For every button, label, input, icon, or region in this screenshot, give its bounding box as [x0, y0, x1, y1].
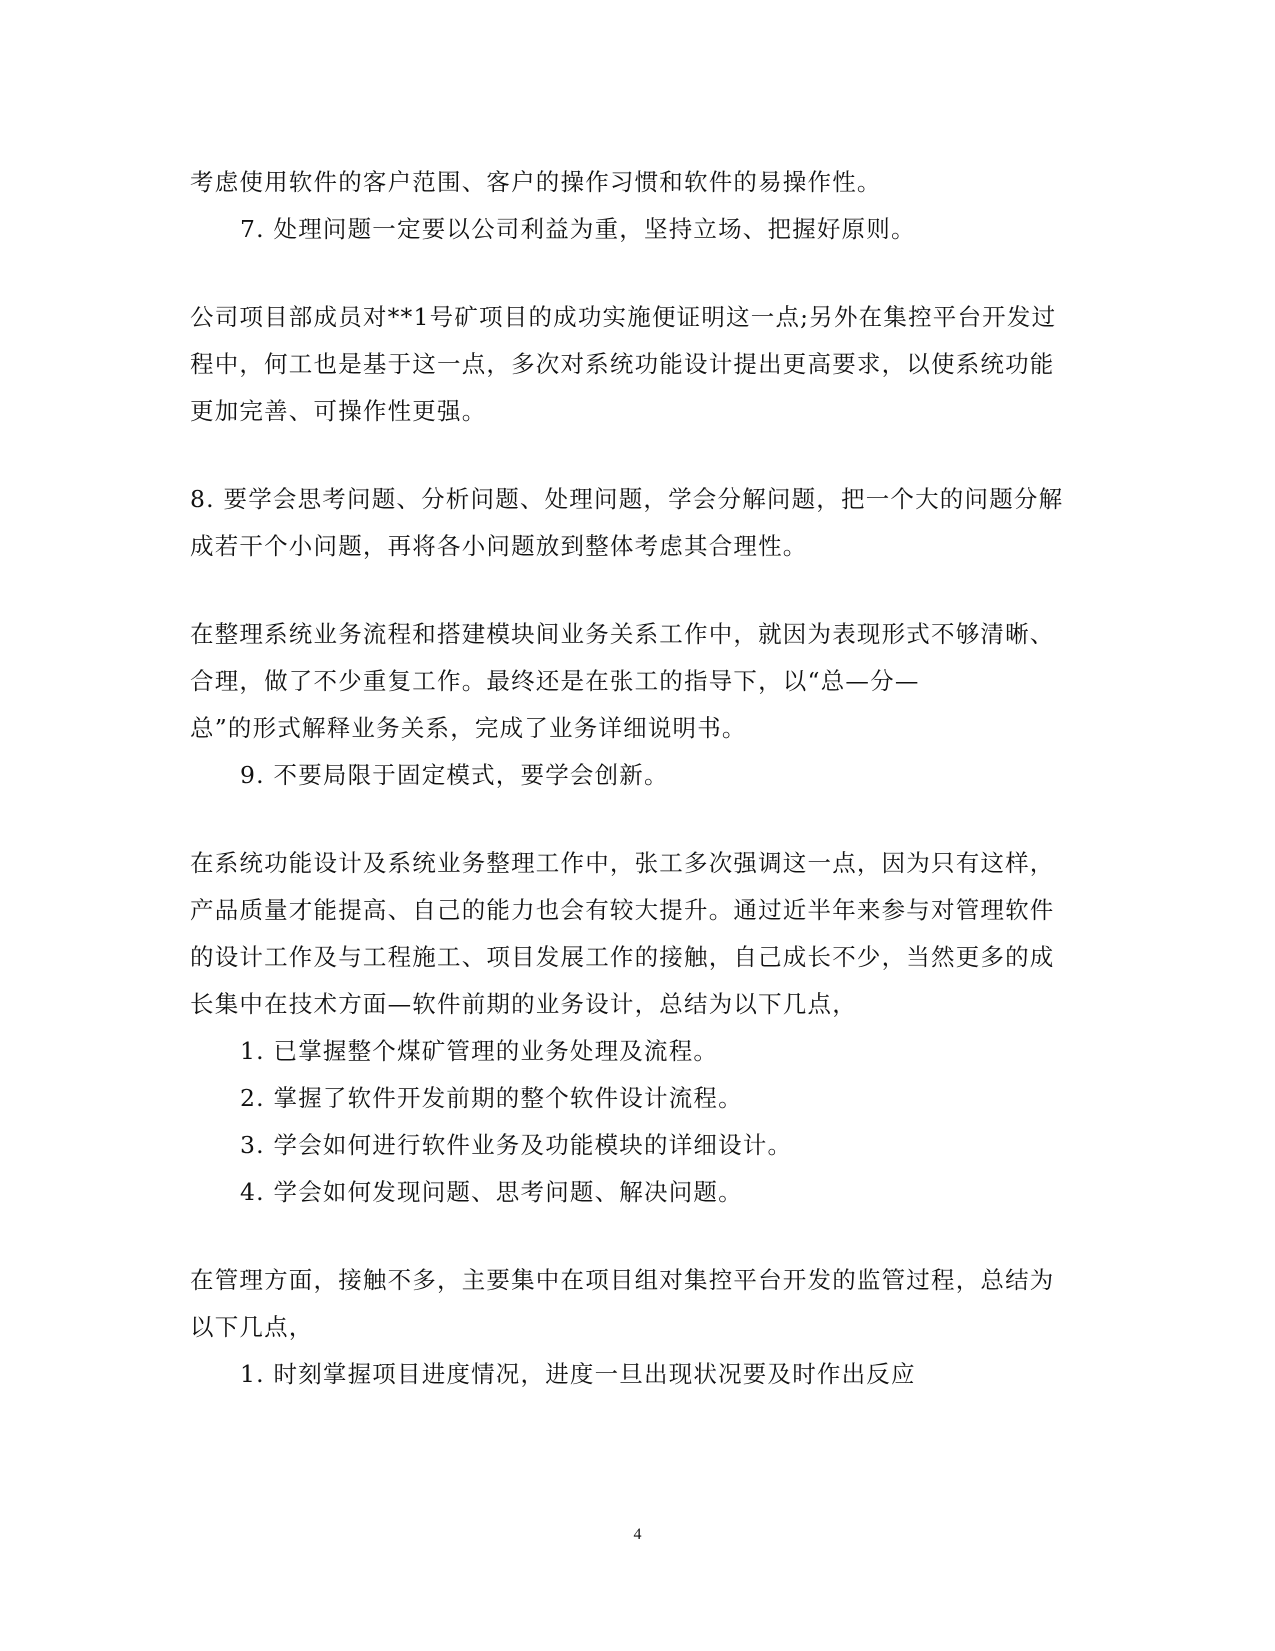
text-line: 程中，何工也是基于这一点，多次对系统功能设计提出更高要求，以使系统功能 — [190, 350, 1055, 378]
text-line: 在管理方面，接触不多，主要集中在项目组对集控平台开发的监管过程，总结为 — [190, 1266, 1055, 1294]
text-line: 考虑使用软件的客户范围、客户的操作习惯和软件的易操作性。 — [190, 168, 882, 196]
text-line: 合理，做了不少重复工作。最终还是在张工的指导下，以“总—分— — [190, 667, 920, 695]
page-number: 4 — [633, 1526, 642, 1543]
text-line: 的设计工作及与工程施工、项目发展工作的接触，自己成长不少，当然更多的成 — [190, 943, 1055, 971]
list-item-7: 7. 处理问题一定要以公司利益为重，坚持立场、把握好原则。 — [240, 215, 916, 243]
text-line: 产品质量才能提高、自己的能力也会有较大提升。通过近半年来参与对管理软件 — [190, 896, 1055, 924]
list-item-3: 3. 学会如何进行软件业务及功能模块的详细设计。 — [240, 1131, 793, 1159]
text-line: 在整理系统业务流程和搭建模块间业务关系工作中，就因为表现形式不够清晰、 — [190, 620, 1055, 648]
text-line: 总”的形式解释业务关系，完成了业务详细说明书。 — [190, 714, 747, 742]
text-line: 以下几点， — [190, 1313, 314, 1341]
text-line: 成若干个小问题，再将各小问题放到整体考虑其合理性。 — [190, 532, 808, 560]
text-line: 公司项目部成员对**1号矿项目的成功实施便证明这一点;另外在集控平台开发过 — [190, 303, 1057, 331]
list-item-9: 9. 不要局限于固定模式，要学会创新。 — [240, 761, 669, 789]
list-item-8: 8. 要学会思考问题、分析问题、处理问题，学会分解问题，把一个大的问题分解 — [190, 485, 1064, 513]
list-item-4: 4. 学会如何发现问题、思考问题、解决问题。 — [240, 1178, 743, 1206]
text-line: 在系统功能设计及系统业务整理工作中，张工多次强调这一点，因为只有这样， — [190, 849, 1055, 877]
text-line: 更加完善、可操作性更强。 — [190, 397, 487, 425]
list-item-1: 1. 已掌握整个煤矿管理的业务处理及流程。 — [240, 1037, 719, 1065]
list-item-2: 2. 掌握了软件开发前期的整个软件设计流程。 — [240, 1084, 743, 1112]
text-line: 长集中在技术方面—软件前期的业务设计，总结为以下几点， — [190, 990, 857, 1018]
list-item-1: 1. 时刻掌握项目进度情况，进度一旦出现状况要及时作出反应 — [240, 1360, 916, 1388]
